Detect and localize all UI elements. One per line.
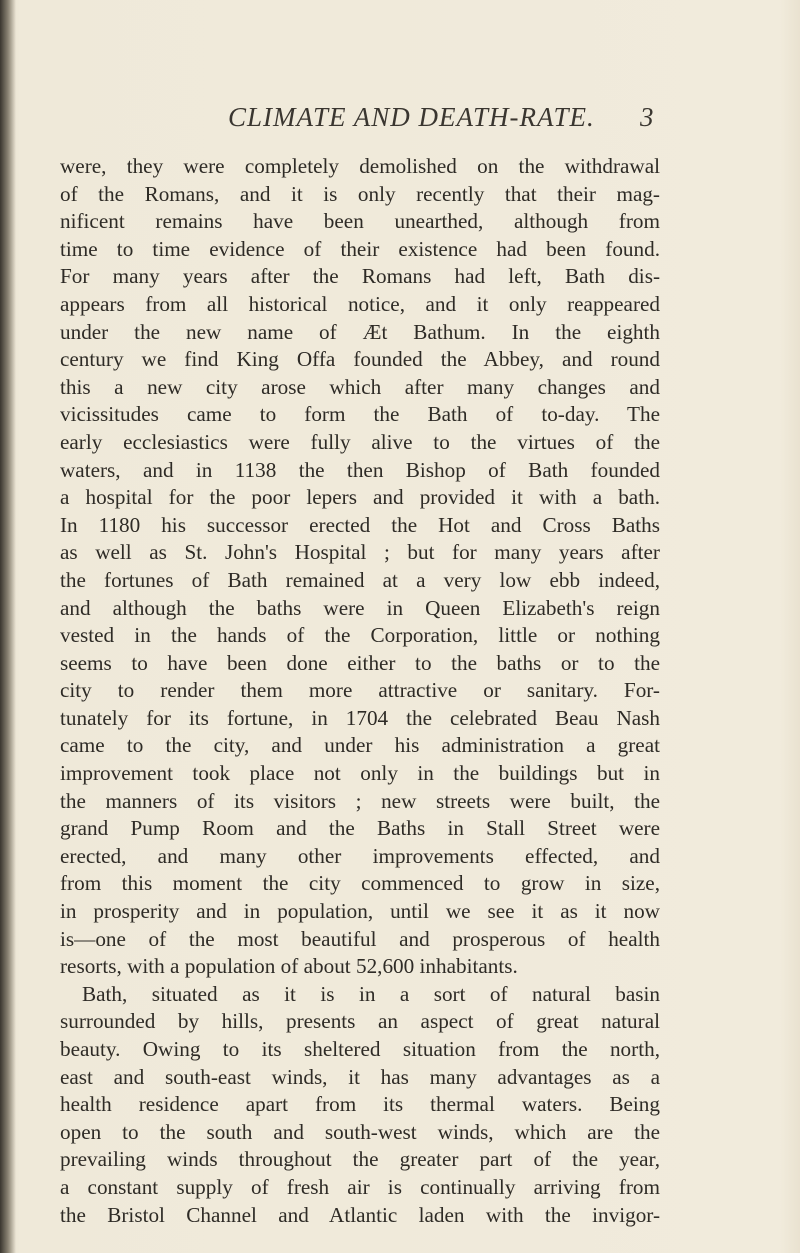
text-line: surrounded by hills, presents an aspect of great natural bbox=[60, 1009, 660, 1034]
text-line: in prosperity and in population, until we see it as it now bbox=[60, 899, 660, 924]
body-text bbox=[60, 153, 660, 1229]
text-line: a constant supply of fresh air is continually arriving from bbox=[60, 1174, 660, 1199]
text-line: as well as St. John's Hospital ; but for many years after bbox=[60, 540, 660, 565]
text-line: and although the baths were in Queen Elizabeth's reign bbox=[60, 595, 660, 620]
text-line: prevailing winds throughout the greater part of the year, bbox=[60, 1147, 660, 1172]
text-line: In 1180 his successor erected the Hot and Cross Baths bbox=[60, 512, 660, 537]
text-line: early ecclesiastics were fully alive to the virtues of the bbox=[60, 429, 660, 454]
text-line: beauty. Owing to its sheltered situation from the north, bbox=[60, 1037, 660, 1061]
text-line: is—one of the most beautiful and prosperous of health bbox=[60, 926, 660, 951]
text-line: were, they were completely demolished on the withdrawal bbox=[60, 154, 660, 178]
text-line: the fortunes of Bath remained at a very low ebb indeed, bbox=[60, 567, 660, 592]
text-line: came to the city, and under his administration a great bbox=[60, 733, 660, 758]
text-line: improvement took place not only in the buildings but in bbox=[60, 761, 660, 786]
text-line: city to render them more attractive or sanitary. For- bbox=[60, 678, 660, 703]
text-line: nificent remains have been unearthed, although from bbox=[60, 209, 660, 234]
text-line: of the Romans, and it is only recently that their mag- bbox=[60, 181, 660, 206]
text-line: vicissitudes came to form the Bath of to-day. The bbox=[60, 402, 660, 427]
text-line: waters, and in 1138 the then Bishop of Bath founded bbox=[60, 457, 660, 482]
page-header bbox=[0, 102, 800, 142]
text-line: a hospital for the poor lepers and provided it with a bath. bbox=[60, 485, 660, 510]
text-line: the Bristol Channel and Atlantic laden with the invigor- bbox=[60, 1202, 660, 1227]
text-line: open to the south and south-west winds, which are the bbox=[60, 1119, 660, 1144]
text-line: Bath, situated as it is in a sort of natural basin bbox=[82, 981, 660, 1006]
text-line: resorts, with a population of about 52,600 inhabitants. bbox=[60, 954, 518, 979]
running-head: CLIMATE AND DEATH-RATE. bbox=[228, 102, 595, 132]
text-line: health residence apart from its thermal waters. Being bbox=[60, 1092, 660, 1117]
text-line: seems to have been done either to the baths or to the bbox=[60, 650, 660, 675]
text-line: For many years after the Romans had left, Bath dis- bbox=[60, 264, 660, 289]
text-line: tunately for its fortune, in 1704 the celebrated Beau Nash bbox=[60, 705, 660, 730]
text-line: from this moment the city commenced to grow in size, bbox=[60, 871, 660, 896]
text-line: century we find King Offa founded the Abbey, and round bbox=[60, 347, 660, 372]
text-line: east and south-east winds, it has many advantages as a bbox=[60, 1064, 660, 1089]
text-line: under the new name of Æt Bathum. In the eighth bbox=[60, 319, 660, 344]
text-line: grand Pump Room and the Baths in Stall Street were bbox=[60, 816, 660, 841]
text-line: appears from all historical notice, and it only reappeared bbox=[60, 291, 660, 316]
text-line: time to time evidence of their existence had been found. bbox=[60, 236, 660, 261]
page-number: 3 bbox=[640, 102, 654, 132]
text-line: erected, and many other improvements effected, and bbox=[60, 843, 660, 868]
text-line: this a new city arose which after many changes and bbox=[60, 374, 660, 399]
text-line: the manners of its visitors ; new streets were built, the bbox=[60, 788, 660, 813]
book-spine-shadow bbox=[0, 0, 16, 1253]
text-line: vested in the hands of the Corporation, little or nothing bbox=[60, 623, 660, 648]
